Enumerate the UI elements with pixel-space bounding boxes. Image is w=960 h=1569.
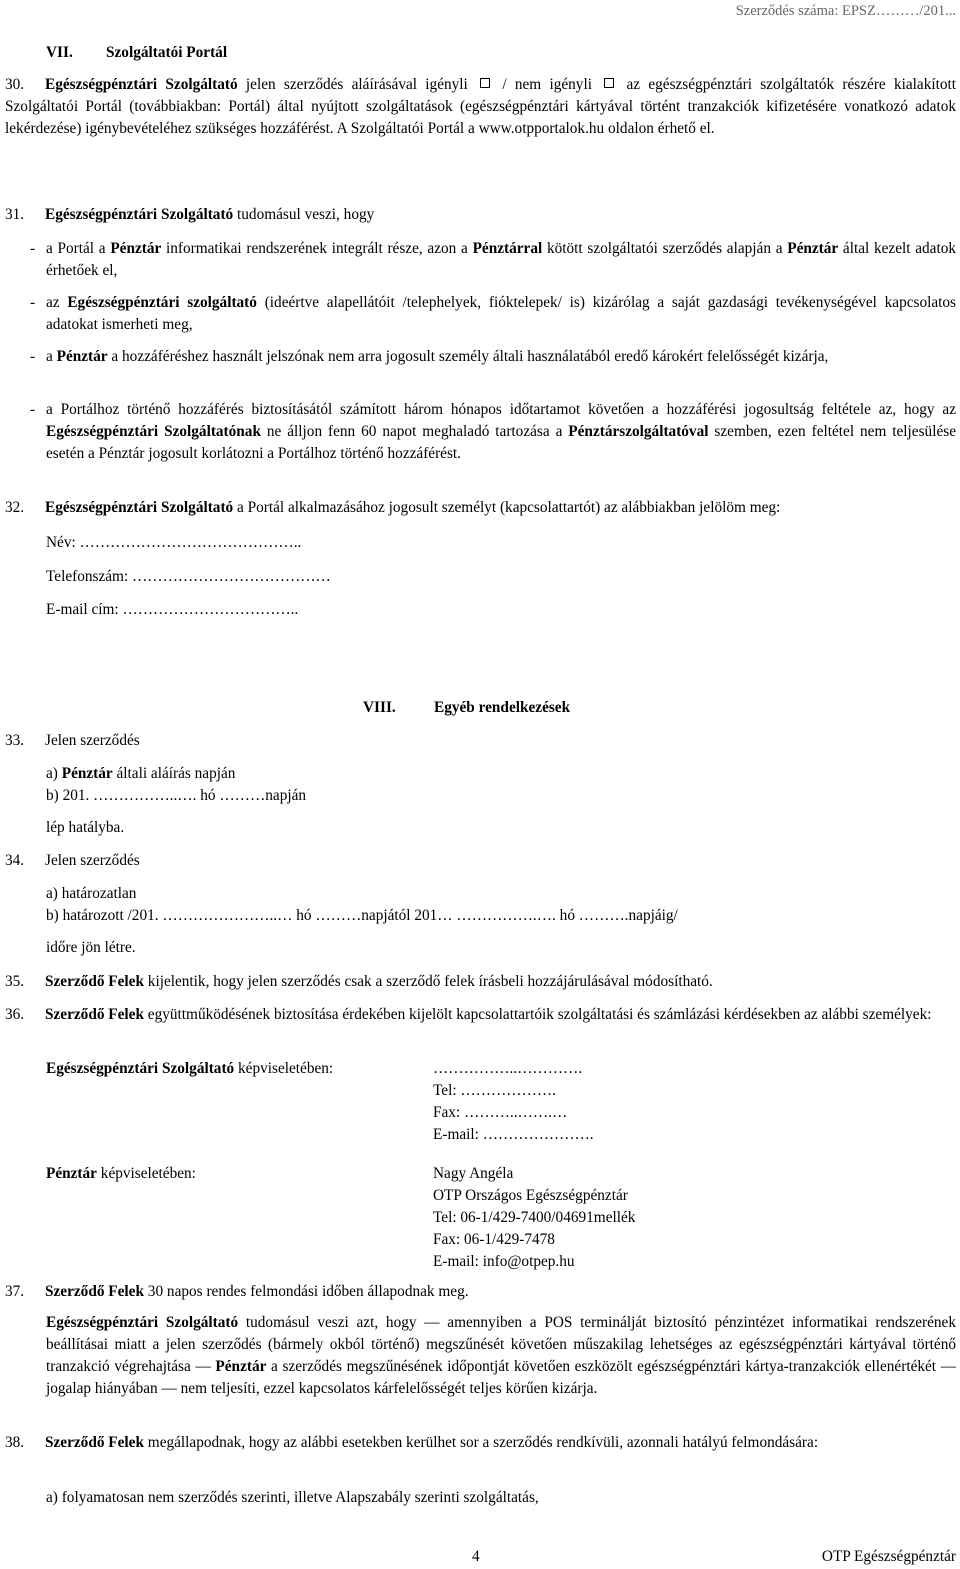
option-34-a: a) határozatlan	[46, 885, 137, 902]
paragraph-32: 32. Egészségpénztári Szolgáltató a Portál alkalmazásához jogosult személyt (kapcsolattartót) az alábbiakban jelölöm meg:	[5, 499, 781, 516]
paragraph-38: 38. Szerződő Felek megállapodnak, hogy az alábbi esetekben kerülhet sor a szerződés rendkívüli, azonnali hatályú felmondására:	[5, 1434, 819, 1451]
provider-contact-tel[interactable]: Tel: ……………….	[433, 1082, 556, 1099]
section-8-title: Egyéb rendelkezések	[434, 699, 571, 716]
bullet-31-2: - az Egészségpénztári szolgáltató (ideértve alapellátóit /telephelyek, fióktelepek/ is) kizárólag a saját gazdasági tevékenységével kapcsolatos adatokat ismerheti meg,	[30, 294, 956, 333]
contact-phone-field[interactable]: Telefonszám: …………………………………	[46, 568, 331, 585]
bullet-31-3: - a Pénztár a hozzáféréshez használt jelszónak nem arra jogosult személy általi használatából eredő károkért felelősségét kizárja,	[30, 348, 829, 365]
option-38-a: a) folyamatosan nem szerződés szerinti, illetve Alapszabály szerinti szolgáltatás,	[46, 1489, 539, 1506]
contact-email-field[interactable]: E-mail cím: ……………………………..	[46, 601, 299, 618]
contact-name-field[interactable]: Név: ……………………………………..	[46, 534, 302, 551]
bullet-31-1: - a Portál a Pénztár informatikai rendszerének integrált része, azon a Pénztárral kötött szolgáltatói szerződés alapján a Pénztár által kezelt adatok érhetőek el,	[30, 240, 956, 279]
paragraph-36: 36. Szerződő Felek együttműködésének biztosítása érdekében kijelölt kapcsolattartóik szolgáltatási és számlázási kérdésekben az alábbi személyek:	[5, 1006, 932, 1023]
fund-representative-label: Pénztár képviseletében:	[46, 1165, 196, 1182]
page-number: 4	[472, 1548, 480, 1565]
provider-contact-block	[433, 1058, 594, 1146]
paragraph-37-pos-terminal: Egészségpénztári Szolgáltató tudomásul veszi azt, hogy ― amennyiben a POS terminálját biztosító pénzintézet informatikai rendszerének beállításai miatt a jelen szerződés (bármely okból történő) megszűnését követően műszakilag lehetséges az egészségpénztári kártyával történő tranzakció végrehajtása ― Pénztár a szerződés megszűnésének időpontját követően eszközölt egészségpénztári kártya-tranzakciók ellenértékét ― jogalap hiányában ― nem teljesíti, ezzel kapcsolatos kárfelelősségét teljes körűen kizárja.	[46, 1314, 956, 1397]
provider-contact-email[interactable]: E-mail: ………………….	[433, 1126, 594, 1143]
paragraph-34-tail: időre jön létre.	[46, 939, 136, 956]
option-33-b: b) 201. ……………..…. hó ………napján	[46, 787, 307, 804]
paragraph-35: 35. Szerződő Felek kijelentik, hogy jelen szerződés csak a szerződő felek írásbeli hozzájárulásával módosítható.	[5, 973, 713, 990]
paragraph-37: 37. Szerződő Felek 30 napos rendes felmondási időben állapodnak meg.	[5, 1283, 469, 1300]
bullet-31-4: - a Portálhoz történő hozzáférés biztosításától számított három hónapos időtartamot követően a hozzáférési jogosultság feltétele az, hogy az Egészségpénztári Szolgáltatónak ne álljon fenn 60 napot meghaladó tartozása a Pénztárszolgáltatóval szemben, ezen feltétel nem teljesülése esetén a Pénztár jogosult korlátozni a Portálhoz történő hozzáférést.	[30, 401, 956, 462]
paragraph-33-tail: lép hatályba.	[46, 819, 125, 836]
provider-contact-name[interactable]: ……………..………….	[433, 1060, 583, 1077]
provider-representative-label: Egészségpénztári Szolgáltató képviseletében:	[46, 1060, 334, 1077]
decline-checkbox[interactable]	[604, 78, 614, 88]
fund-contact-block: Nagy Angéla OTP Országos Egészségpénztár Tel: 06-1/429-7400/04691mellék Fax: 06-1/429-7478 E-mail: info@otpep.hu	[433, 1165, 636, 1270]
section-8-number: VIII.	[363, 699, 396, 716]
paragraph-30: 30. Egészségpénztári Szolgáltató jelen szerződés aláírásával igényli / nem igényli az egészségpénztári szolgáltatók részére kialakított Szolgáltatói Portál (továbbiakban: Portál) által nyújtott szolgáltatások (egészségpénztári kártyával történt tranzakciók kifizetésére vonatkozó adatok lekérdezése) igénybevételéhez szükséges hozzáférést. A Szolgáltatói Portál a www.otpportalok.hu oldalon érhető el.	[5, 76, 957, 137]
contract-number: Szerződés száma: EPSZ………/201...	[735, 3, 956, 19]
paragraph-34: 34. Jelen szerződés	[5, 852, 140, 869]
request-checkbox[interactable]	[480, 78, 490, 88]
option-33-a: a) Pénztár általi aláírás napján	[46, 765, 236, 782]
footer-brand: OTP Egészségpénztár	[821, 1548, 956, 1565]
paragraph-31: 31. Egészségpénztári Szolgáltató tudomásul veszi, hogy	[5, 206, 375, 223]
option-34-b: b) határozott /201. …………………..… hó ………napjától 201… …………….…. hó ……….napjáig/	[46, 907, 678, 924]
section-7-title: Szolgáltatói Portál	[106, 44, 228, 61]
provider-contact-fax[interactable]: Fax: ………..…….…	[433, 1104, 568, 1121]
section-7-number: VII.	[46, 44, 73, 61]
paragraph-33: 33. Jelen szerződés	[5, 732, 140, 749]
